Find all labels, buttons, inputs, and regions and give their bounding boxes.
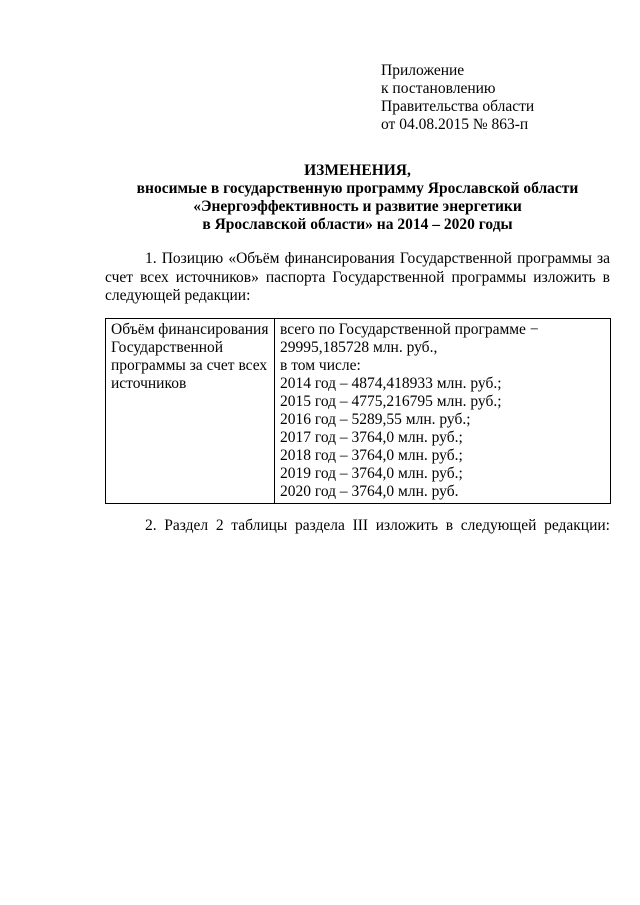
title-line: вносимые в государственную программу Ярославской области: [136, 180, 579, 197]
value-line: 2014 год – 4874,418933 млн. руб.;: [280, 375, 502, 392]
document-title: [105, 162, 610, 234]
title-heading: ИЗМЕНЕНИЯ,: [304, 162, 411, 179]
financing-table: [105, 318, 611, 504]
appendix-line: Правительства области: [381, 98, 535, 115]
table-label-cell: Объём финансирования Государственной программы за счет всех источников: [106, 319, 275, 504]
title-line: в Ярославской области» на 2014 – 2020 годы: [202, 216, 513, 233]
value-line: 2020 год – 3764,0 млн. руб.: [280, 483, 459, 500]
title-line: «Энергоэффективность и развитие энергетики: [193, 198, 522, 215]
appendix-line: от 04.08.2015 № 863-п: [381, 116, 529, 133]
value-line: 2017 год – 3764,0 млн. руб.;: [280, 429, 463, 446]
appendix-block: [381, 62, 621, 134]
value-line: в том числе:: [280, 357, 361, 374]
value-line: 2018 год – 3764,0 млн. руб.;: [280, 447, 463, 464]
value-line: 2016 год – 5289,55 млн. руб.;: [280, 411, 471, 428]
appendix-line: Приложение: [381, 62, 465, 79]
value-line: 2015 год – 4775,216795 млн. руб.;: [280, 393, 502, 410]
value-line: 29995,185728 млн. руб.,: [280, 339, 438, 356]
value-line: 2019 год – 3764,0 млн. руб.;: [280, 465, 463, 482]
value-line: всего по Государственной программе −: [280, 321, 539, 338]
paragraph-1: 1. Позицию «Объём финансирования Государственной программы за счет всех источников» паспорта Государственной программы изложить в следующей редакции:: [105, 250, 610, 304]
table-value-cell: [275, 319, 611, 504]
appendix-line: к постановлению: [381, 80, 496, 97]
table-row: [106, 319, 611, 504]
paragraph-2: 2. Раздел 2 таблицы раздела III изложить в следующей редакции:: [145, 517, 610, 534]
